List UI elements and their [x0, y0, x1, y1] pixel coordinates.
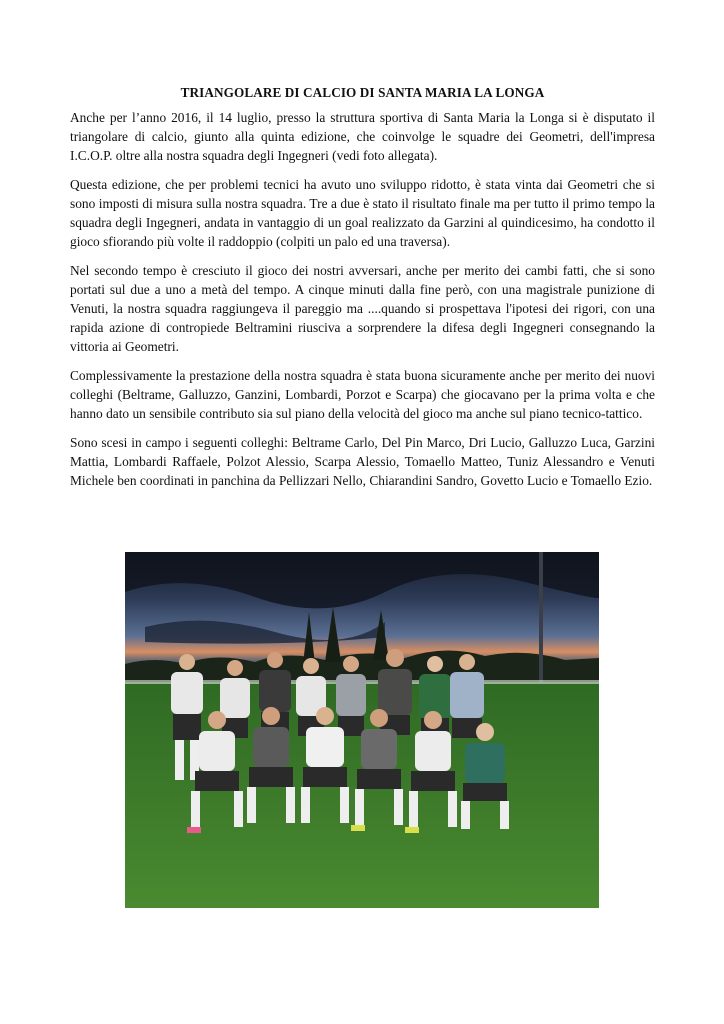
light-pole [539, 552, 543, 687]
team-photo-illustration [125, 552, 599, 908]
paragraph-intro: Anche per l’anno 2016, il 14 luglio, presso la struttura sportiva di Santa Maria la Longa si è disputato il triangolare di calcio, giunto alla quinta edizione, che coinvolge le squadre dei Geometri, dell'impresa I.C.O.P. oltre alla nostra squadra degli Ingegneri (vedi foto allegata). [70, 110, 655, 163]
paragraph-performance: Complessivamente la prestazione della nostra squadra è stata buona sicuramente anche per merito dei nuovi colleghi (Beltrame, Galluzzo, Ganzini, Lombardi, Porzot e Scarpa) che giocavano per la prima volta e che hanno dato un sensibile contributo sia sul piano della velocità del gioco ma anche sul piano tecnico-tattico. [70, 368, 655, 421]
team-photo [125, 552, 599, 908]
document-title: TRIANGOLARE DI CALCIO DI SANTA MARIA LA LONGA [180, 85, 545, 100]
paragraph-second-half: Nel secondo tempo è cresciuto il gioco dei nostri avversari, anche per merito dei cambi fatti, che si sono portati sul due a uno a metà del tempo. A cinque minuti dalla fine però, con una magistrale punizione di Venuti, la nostra squadra raggiungeva il pareggio ma ....quando si prospettava l'ipotesi dei rigori, con una rapida azione di contropiede Beltramini riusciva a sorprendere la difesa degli Ingegneri consegnando la vittoria ai Geometri. [70, 263, 655, 354]
paragraph-first-half: Questa edizione, che per problemi tecnici ha avuto uno sviluppo ridotto, è stata vinta dai Geometri che si sono imposti di misura sulla nostra squadra. Tre a due è stato il risultato finale ma per tutto il primo tempo la squadra degli Ingegneri, andata in vantaggio di un goal realizzato da Garzini al quindicesimo, ha condotto il gioco sfiorando più volte il raddoppio (colpiti un palo ed una traversa). [70, 177, 655, 249]
paragraph-players: Sono scesi in campo i seguenti colleghi: Beltrame Carlo, Del Pin Marco, Dri Lucio, Galluzzo Luca, Garzini Mattia, Lombardi Raffaele, Polzot Alessio, Scarpa Alessio, Tomaello Matteo, Tuniz Alessandro e Venuti Michele ben coordinati in panchina da Pellizzari Nello, Chiarandini Sandro, Govetto Lucio e Tomaello Ezio. [70, 435, 655, 488]
document-page [70, 84, 655, 500]
